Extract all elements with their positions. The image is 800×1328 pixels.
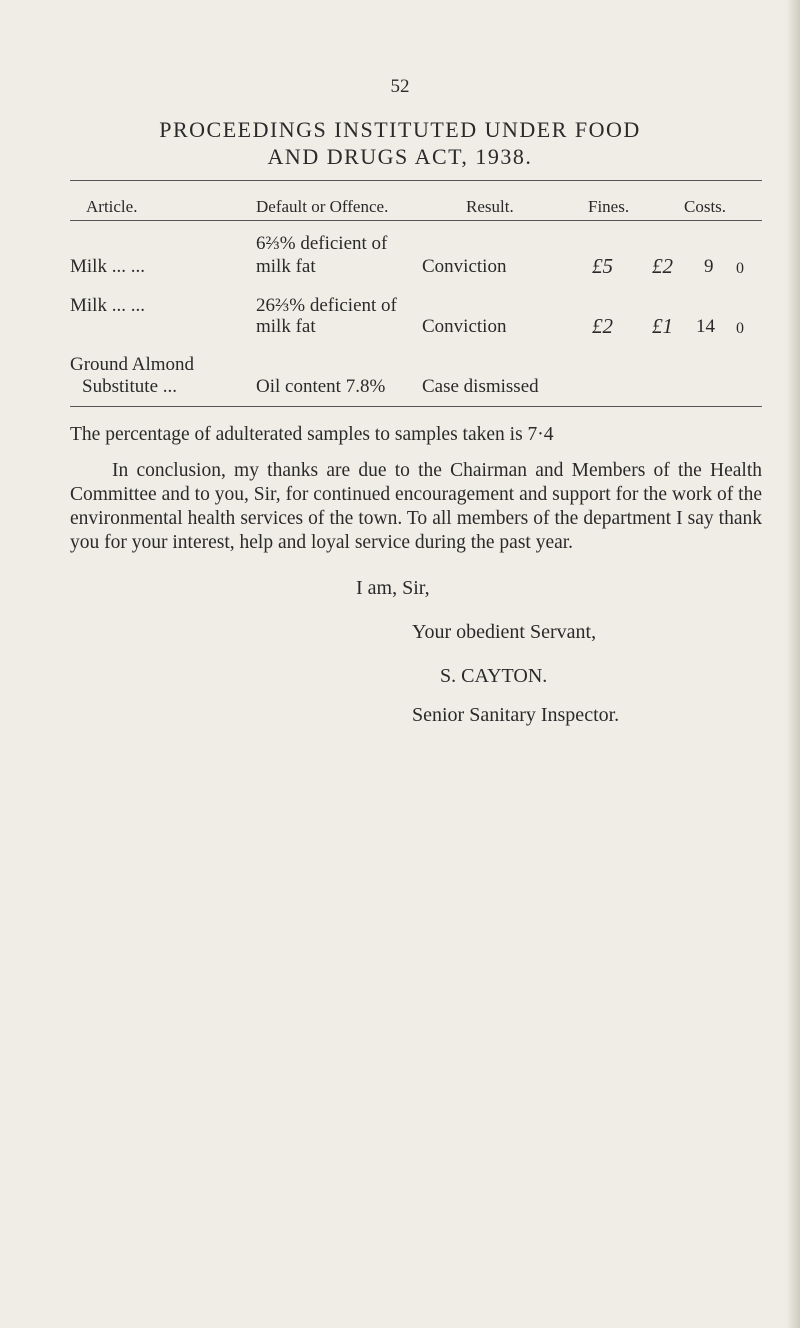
row3-result: Case dismissed [422, 376, 539, 397]
row2-costs-shillings: 14 [696, 316, 715, 337]
row3-default: Oil content 7.8% [256, 376, 386, 397]
conclusion-paragraph: In conclusion, my thanks are due to the Chairman and Members of the Health Committee and to you, Sir, for continued encouragement and support for the work of the environmental health services of the town. To all members of the department I say thank you for your interest, help and loyal service during the past year. [70, 460, 762, 553]
row2-costs-pounds: £1 [652, 314, 673, 338]
percentage-paragraph: The percentage of adulterated samples to samples taken is 7·4 [70, 424, 554, 445]
header-costs: Costs. [684, 197, 727, 216]
table-top-rule [70, 180, 762, 181]
row1-default-line2: milk fat [256, 256, 316, 277]
row3-article-line1: Ground Almond [70, 354, 195, 375]
row1-costs-pounds: £2 [652, 254, 673, 278]
closing-line: Your obedient Servant, [412, 621, 597, 643]
signatory-title: Senior Sanitary Inspector. [412, 704, 620, 726]
row2-fines: £2 [592, 314, 613, 338]
page-title [0, 116, 800, 170]
table-header-rule [70, 220, 762, 221]
page-edge [786, 0, 800, 1328]
row1-costs-shillings: 9 [704, 256, 714, 277]
title-line-1: PROCEEDINGS INSTITUTED UNDER FOOD [159, 117, 641, 142]
header-result: Result. [466, 197, 514, 216]
row2-default-line1: 26⅔% deficient of [256, 295, 397, 316]
page-number: 52 [390, 76, 410, 97]
title-line-2: AND DRUGS ACT, 1938. [267, 144, 533, 169]
header-default: Default or Offence. [256, 197, 389, 216]
row1-result: Conviction [422, 256, 507, 277]
header-fines: Fines. [588, 197, 630, 216]
row2-default-line2: milk fat [256, 316, 316, 337]
row2-result: Conviction [422, 316, 507, 337]
row1-costs-pence: 0 [736, 260, 744, 277]
row1-article: Milk ... ... [70, 256, 145, 277]
signature: S. CAYTON. [440, 665, 548, 687]
row3-article-line2: Substitute ... [82, 376, 178, 397]
salutation: I am, Sir, [356, 577, 430, 599]
header-article: Article. [86, 197, 138, 216]
row1-default-line1: 6⅔% deficient of [256, 233, 388, 254]
table-bottom-rule [70, 406, 762, 407]
row2-costs-pence: 0 [736, 320, 744, 337]
row2-article: Milk ... ... [70, 295, 145, 316]
row1-fines: £5 [592, 254, 613, 278]
